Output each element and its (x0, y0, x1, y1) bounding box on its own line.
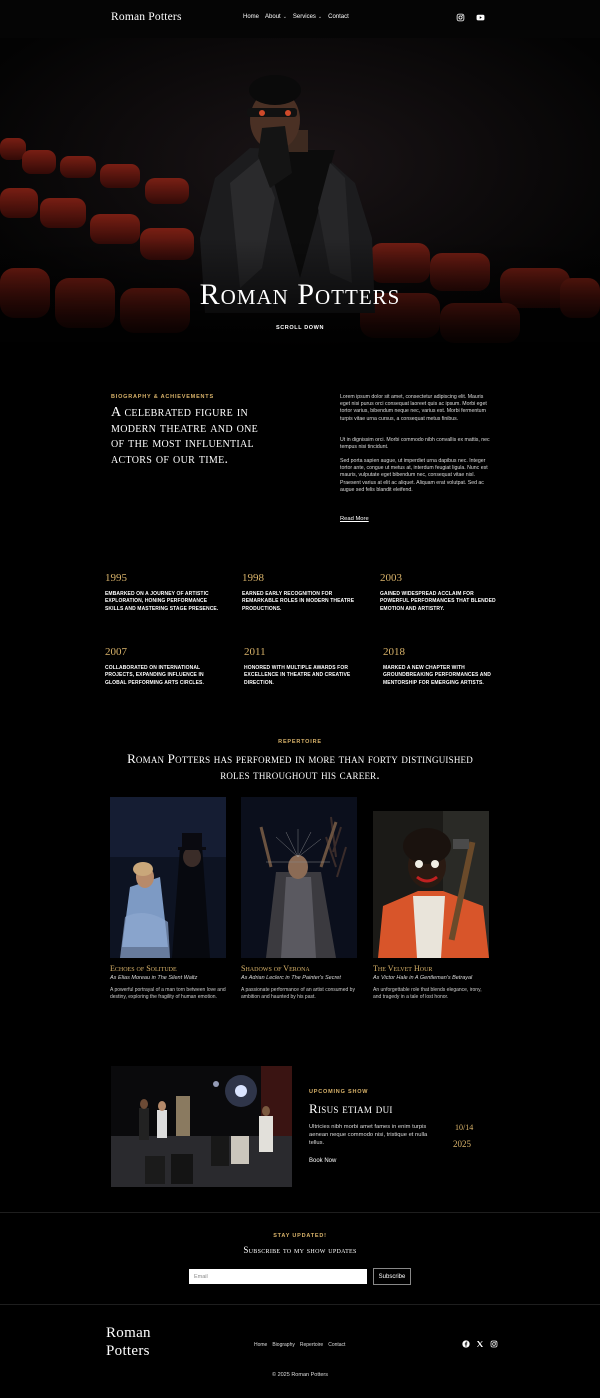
nav-about-label: About (265, 14, 281, 20)
footer-nav-contact[interactable]: Contact (328, 1342, 346, 1348)
timeline-year: 1995 (105, 572, 127, 584)
upcoming-show-label: UPCOMING SHOW (309, 1089, 369, 1095)
copyright: © 2025 Roman Potters (271, 1372, 329, 1378)
footer-nav-home[interactable]: Home (254, 1342, 268, 1348)
show-date: 10/14 (455, 1123, 474, 1132)
repertoire-heading: Roman Potters has performed in more than forty distinguished roles throughout his career. (127, 751, 473, 782)
newsletter-label: STAY UPDATED! (273, 1233, 327, 1239)
email-input[interactable] (189, 1269, 367, 1284)
footer-nav-biography[interactable]: Biography (272, 1342, 295, 1348)
repertoire-card[interactable] (241, 797, 357, 1017)
site-header (0, 0, 600, 38)
site-brand[interactable]: Roman Potters (111, 11, 182, 23)
timeline-year: 2007 (105, 646, 127, 658)
newsletter-heading: Subscribe to my show updates (243, 1245, 357, 1255)
timeline-item (105, 572, 225, 613)
repertoire-title: The Velvet Hour (373, 964, 433, 973)
x-icon[interactable] (476, 1340, 484, 1348)
timeline-year: 2011 (244, 646, 266, 658)
timeline-text: EARNED EARLY RECOGNITION FOR REMARKABLE ROLES IN MODERN THEATRE PRODUCTIONS. (242, 591, 355, 612)
repertoire-title: Echoes of Solitude (110, 964, 177, 973)
nav-contact[interactable]: Contact (328, 14, 349, 20)
footer-social (462, 1340, 498, 1348)
chevron-down-icon: ⌄ (317, 14, 323, 20)
hero-section (0, 38, 600, 350)
timeline-item (105, 646, 225, 687)
repertoire-card[interactable] (373, 797, 489, 1017)
timeline-year: 1998 (242, 572, 264, 584)
upcoming-show-title: Risus etiam dui (309, 1101, 393, 1116)
bio-paragraph: Ut in dignissim orci. Morbi commodo nibh convallis ex mattis, nec tempus nisi tincidunt. (340, 437, 490, 451)
timeline-text: COLLABORATED ON INTERNATIONAL PROJECTS, EXPANDING INFLUENCE IN GLOBAL PERFORMING ARTS CIRCLES. (105, 665, 204, 686)
section-divider (0, 1212, 600, 1213)
timeline-item (383, 646, 503, 687)
nav-services[interactable] (293, 14, 322, 20)
timeline-item (244, 646, 364, 687)
section-divider (0, 1304, 600, 1305)
show-year: 2025 (453, 1139, 471, 1149)
instagram-icon[interactable] (456, 13, 465, 22)
timeline-text: HONORED WITH MULTIPLE AWARDS FOR EXCELLENCE IN THEATRE AND CREATIVE DIRECTION. (244, 665, 351, 686)
timeline-year: 2018 (383, 646, 405, 658)
timeline-text: EMBARKED ON A JOURNEY OF ARTISTIC EXPLORATION, HONING PERFORMANCE SKILLS AND MASTERING STAGE PRESENCE. (105, 591, 219, 612)
timeline-text: MARKED A NEW CHAPTER WITH GROUNDBREAKING PERFORMANCES AND MENTORSHIP FOR EMERGING ARTISTS. (383, 665, 491, 686)
repertoire-description: An unforgettable role that blends elegance, irony, and tragedy in a tale of lost honor. (373, 987, 482, 1000)
footer-brand-line: Roman (106, 1325, 151, 1341)
scroll-down-link[interactable]: SCROLL DOWN (275, 325, 325, 331)
nav-home[interactable]: Home (243, 14, 260, 20)
footer-nav-repertoire[interactable]: Repertoire (299, 1342, 324, 1348)
nav-about[interactable] (265, 14, 287, 20)
timeline-text: GAINED WIDESPREAD ACCLAIM FOR POWERFUL PERFORMANCES THAT BLENDED EMOTION AND ARTISTRY. (380, 591, 496, 612)
repertoire-label: REPERTOIRE (278, 739, 322, 745)
repertoire-card[interactable] (110, 797, 226, 1017)
timeline-item (380, 572, 500, 613)
repertoire-image (110, 797, 226, 958)
facebook-icon[interactable] (462, 1340, 470, 1348)
repertoire-image (241, 797, 357, 958)
bio-heading: A celebrated figure in modern theatre and one of the most influential actors of our time. (111, 405, 259, 467)
footer-nav (254, 1342, 345, 1348)
upcoming-show-image (111, 1066, 292, 1187)
footer-brand[interactable] (106, 1324, 151, 1360)
repertoire-role: As Adrian Leclerc in The Painter's Secret (241, 975, 341, 981)
timeline-year: 2003 (380, 572, 402, 584)
book-now-link[interactable]: Book Now (309, 1158, 337, 1164)
footer-brand-line: Potters (106, 1343, 150, 1359)
nav-services-label: Services (292, 14, 316, 20)
repertoire-description: A passionate performance of an artist consumed by ambition and haunted by his past. (241, 987, 355, 1000)
hero-title: Roman Potters (199, 278, 401, 311)
header-social (456, 13, 485, 22)
youtube-icon[interactable] (476, 13, 485, 22)
main-nav (243, 14, 349, 20)
bio-paragraph: Sed porta sapien augue, ut imperdiet urna dapibus nec. Integer tortor ante, congue ut metus at, interdum feugiat ligula. Nunc est mauris, vulputate eget bibendum nec, consequat vitae nisl. Praesent varius at elit ac aliquet. Aliquam erat volutpat. Sed ac augue sed felis blandit eleifend. (340, 458, 488, 493)
repertoire-role: As Victor Hale in A Gentleman's Betrayal (373, 975, 473, 981)
chevron-down-icon: ⌄ (282, 14, 287, 20)
repertoire-description: A powerful portrayal of a man torn between love and destiny, exploring the fragility of human emotion. (110, 987, 226, 1000)
instagram-icon[interactable] (490, 1340, 498, 1348)
repertoire-image (373, 811, 489, 958)
repertoire-role: As Elias Moreau in The Silent Waltz (110, 975, 198, 981)
upcoming-show-text: Ultricies nibh morbi amet fames in enim turpis aenean neque commodo nisi, tristique et nulla tellus. (309, 1124, 428, 1146)
repertoire-title: Shadows of Verona (241, 964, 310, 973)
bio-paragraph: Lorem ipsum dolor sit amet, consectetur adipiscing elit. Mauris eget nisi purus orci consequat laoreet quis ac ipsum. Morbi eget tortor varius, bibendum neque nec, varius est. Morbi fermentum turpis vitae urna cursus, a consequat metus finibus. (340, 394, 487, 422)
subscribe-button[interactable]: Subscribe (373, 1268, 411, 1285)
bio-label: BIOGRAPHY & ACHIEVEMENTS (111, 394, 214, 400)
read-more-link[interactable]: Read More (340, 516, 369, 522)
timeline-item (242, 572, 362, 613)
